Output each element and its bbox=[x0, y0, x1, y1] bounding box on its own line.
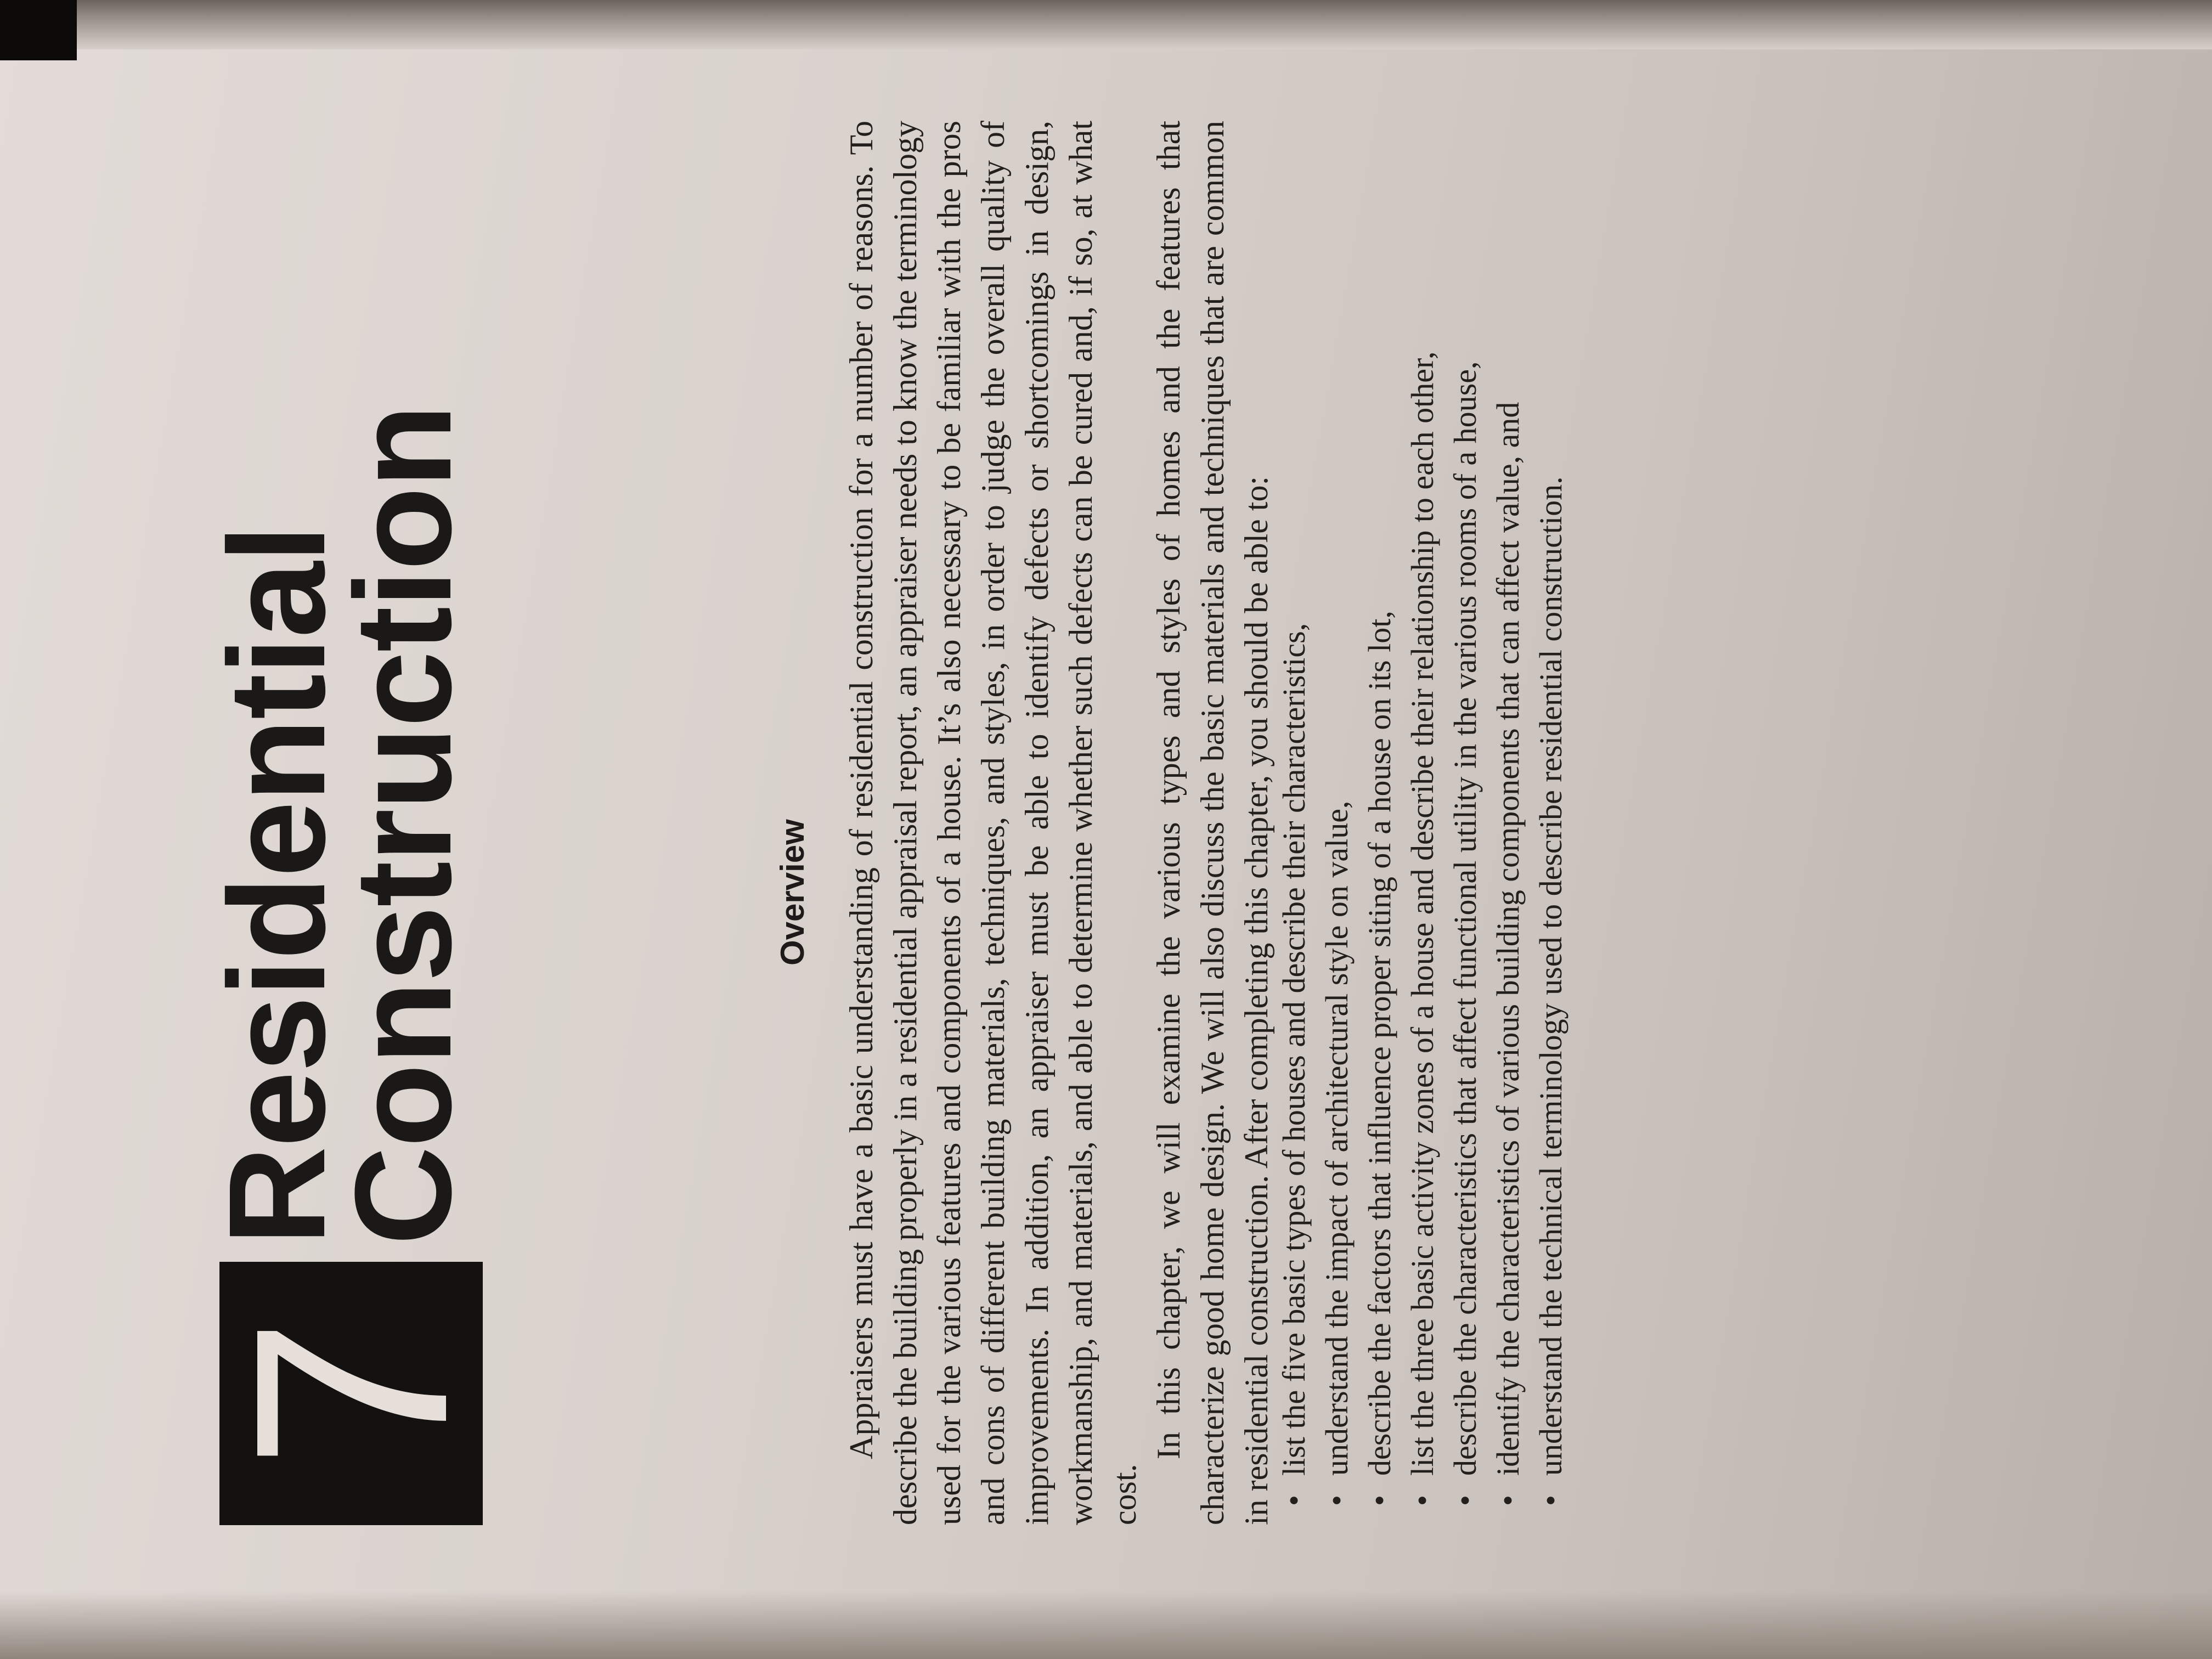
section-heading: Overview bbox=[774, 819, 811, 966]
chapter-title-line2: Construction bbox=[326, 405, 479, 1245]
objective-item bbox=[1358, 121, 1401, 1514]
objective-text: understand the technical terminology used to describe residential construction. bbox=[1533, 476, 1568, 1476]
objective-text: list the five basic types of houses and describe their characteristics, bbox=[1276, 623, 1312, 1476]
objective-item bbox=[1316, 121, 1358, 1514]
bullet-icon: • bbox=[1490, 1494, 1526, 1506]
page-edge-bottom bbox=[0, 1591, 2212, 1659]
objective-item bbox=[1530, 121, 1572, 1514]
chapter-title bbox=[200, 121, 479, 1245]
chapter-number-box bbox=[198, 1262, 504, 1525]
bullet-icon: • bbox=[1533, 1494, 1568, 1506]
dark-corner bbox=[0, 0, 77, 60]
bullet-icon: • bbox=[1404, 1494, 1440, 1506]
objective-item bbox=[1444, 121, 1487, 1514]
page-content bbox=[198, 121, 1756, 1525]
bullet-icon: • bbox=[1276, 1494, 1312, 1506]
objective-text: list the three basic activity zones of a house and describe their relationship to each other, bbox=[1404, 351, 1440, 1476]
page-edge-top bbox=[0, 0, 2212, 49]
objective-item bbox=[1401, 121, 1444, 1514]
objective-text: describe the factors that influence proper siting of a house on its lot, bbox=[1362, 611, 1397, 1476]
objective-item bbox=[1273, 121, 1316, 1514]
learning-objectives-list bbox=[1273, 121, 1572, 1514]
objective-text: understand the impact of architectural style on value, bbox=[1319, 800, 1355, 1476]
bullet-icon: • bbox=[1447, 1494, 1483, 1506]
objective-text: identify the characteristics of various building components that can affect value, and bbox=[1490, 402, 1526, 1476]
bullet-icon: • bbox=[1319, 1494, 1355, 1506]
overview-paragraph-2: In this chapter, we will examine the various types and styles of homes and the features that characterize good home design. We will also discuss the basic materials and techniques that are common in residential construction. After completing this chapter, you should be able to: bbox=[1150, 121, 1274, 1525]
bullet-icon: • bbox=[1362, 1494, 1397, 1506]
objective-item bbox=[1487, 121, 1530, 1514]
chapter-title-line1: Residential bbox=[200, 526, 353, 1245]
overview-body bbox=[839, 121, 1278, 1525]
chapter-number: 7 bbox=[198, 1317, 504, 1470]
objective-text: describe the characteristics that affect functional utility in the various rooms of a house, bbox=[1447, 361, 1483, 1476]
overview-paragraph-1: Appraisers must have a basic understanding of residential construction for a number of reasons. To describe the building properly in a residential appraisal report, an appraiser needs to know the terminology used for the various features and components of a house. It’s also necessary to be familiar with the pros and cons of different building materials, techniques, and styles, in order to judge the overall quality of improvements. In addition, an appraiser must be able to identify defects or shortcomings in design, workmanship, and materials, and able to determine whether such defects can be cured and, if so, at what cost. bbox=[843, 121, 1143, 1525]
